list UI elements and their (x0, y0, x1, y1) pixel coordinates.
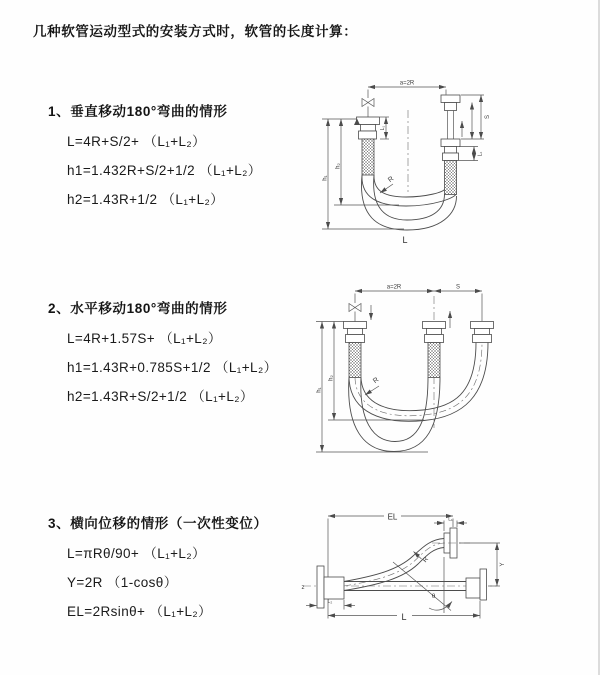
dim-label-r: R (421, 555, 431, 565)
formula-line: EL=2Rsinθ+ （L₁+L₂） (67, 604, 212, 619)
radius-callout (365, 376, 380, 395)
formula-line: Y=2R （1-cosθ） (67, 575, 178, 590)
dim-el (328, 511, 453, 619)
hose-s-curve (344, 539, 444, 591)
dim-s (434, 285, 482, 322)
dim-label-h1: h₁ (316, 387, 323, 393)
dim-label-r: R (387, 175, 396, 185)
dim-l2 (306, 599, 355, 610)
braided-hose-section (445, 161, 457, 195)
hose-u-bends (349, 343, 488, 452)
dim-label-h2: h₂ (335, 163, 342, 169)
dim-label-l1: L₁ (380, 125, 386, 131)
valve-icon (362, 90, 374, 118)
formula-line: h2=1.43R+S/2+1/2 （L₁+L₂） (67, 389, 254, 404)
section-2 (48, 297, 278, 411)
dim-h1-h2 (316, 322, 428, 453)
hose-u-bends (361, 175, 456, 230)
dim-label-h2: h₂ (328, 375, 335, 381)
section-1-heading: 1、垂直移动180°弯曲的情形 (48, 104, 228, 119)
section-2-heading: 2、水平移动180°弯曲的情形 (48, 301, 228, 316)
dim-s (461, 95, 491, 139)
fitting-right (471, 322, 494, 343)
radius-callout (414, 552, 431, 565)
dim-l1 (380, 117, 389, 139)
dim-label-a2r: a=2R (386, 284, 402, 291)
dim-a2r (368, 81, 446, 95)
fitting-middle (423, 322, 446, 378)
valve-icon (349, 294, 361, 322)
dim-label-l-total: L (402, 235, 408, 245)
formula-line: h2=1.43R+1/2 （L₁+L₂） (67, 192, 225, 207)
left-fitting (357, 117, 380, 175)
radius-callout (380, 175, 395, 193)
page-title: 几种软管运动型式的安装方式时，软管的长度计算： (33, 24, 358, 39)
braided-hose-section (349, 343, 361, 378)
braided-hose-section (362, 139, 374, 175)
right-flange (466, 569, 487, 600)
fitting-left (344, 322, 367, 378)
end-mark: z (301, 585, 305, 591)
section-1-formulas (48, 127, 262, 214)
dim-label-l1: L₁ (448, 516, 453, 523)
diagram-vertical-bend (315, 78, 500, 253)
dim-l2 (459, 147, 484, 161)
diagram-lateral-displacement (300, 505, 508, 645)
section-3 (48, 512, 268, 626)
section-3-heading: 3、横向位移的情形（一次性变位） (48, 516, 268, 531)
angle-construction (393, 557, 452, 613)
formula-line: L=4R+S/2+ （L₁+L₂） (67, 134, 206, 149)
formula-line: h1=1.432R+S/2+1/2 （L₁+L₂） (67, 163, 262, 178)
right-fitting-assembly (441, 95, 462, 195)
dim-label-el: EL (387, 512, 398, 522)
section-1 (48, 100, 262, 214)
dim-label-s: S (455, 284, 461, 291)
braided-hose-section (428, 343, 440, 378)
dim-l-total (328, 601, 480, 622)
dim-label-s: S (485, 114, 491, 120)
section-2-formulas (48, 324, 278, 411)
dim-label-a2r: a=2R (399, 80, 415, 87)
formula-line: L=4R+1.57S+ （L₁+L₂） (67, 331, 222, 346)
formula-line: h1=1.43R+0.785S+1/2 （L₁+L₂） (67, 360, 278, 375)
diagram-horizontal-bend (313, 284, 505, 460)
section-3-formulas (48, 539, 268, 626)
dim-label-r: R (372, 376, 381, 386)
dim-label-h1: h₁ (322, 175, 329, 181)
dim-label-y: Y (500, 562, 506, 567)
dim-label-l2: L₂ (477, 151, 484, 157)
dim-label-theta: θ (431, 593, 436, 600)
dim-a2r (355, 285, 434, 292)
dim-label-l: L (401, 612, 407, 622)
dim-label-l2: L₂ (327, 599, 333, 605)
formula-line: L=πRθ/90+ （L₁+L₂） (67, 546, 206, 561)
